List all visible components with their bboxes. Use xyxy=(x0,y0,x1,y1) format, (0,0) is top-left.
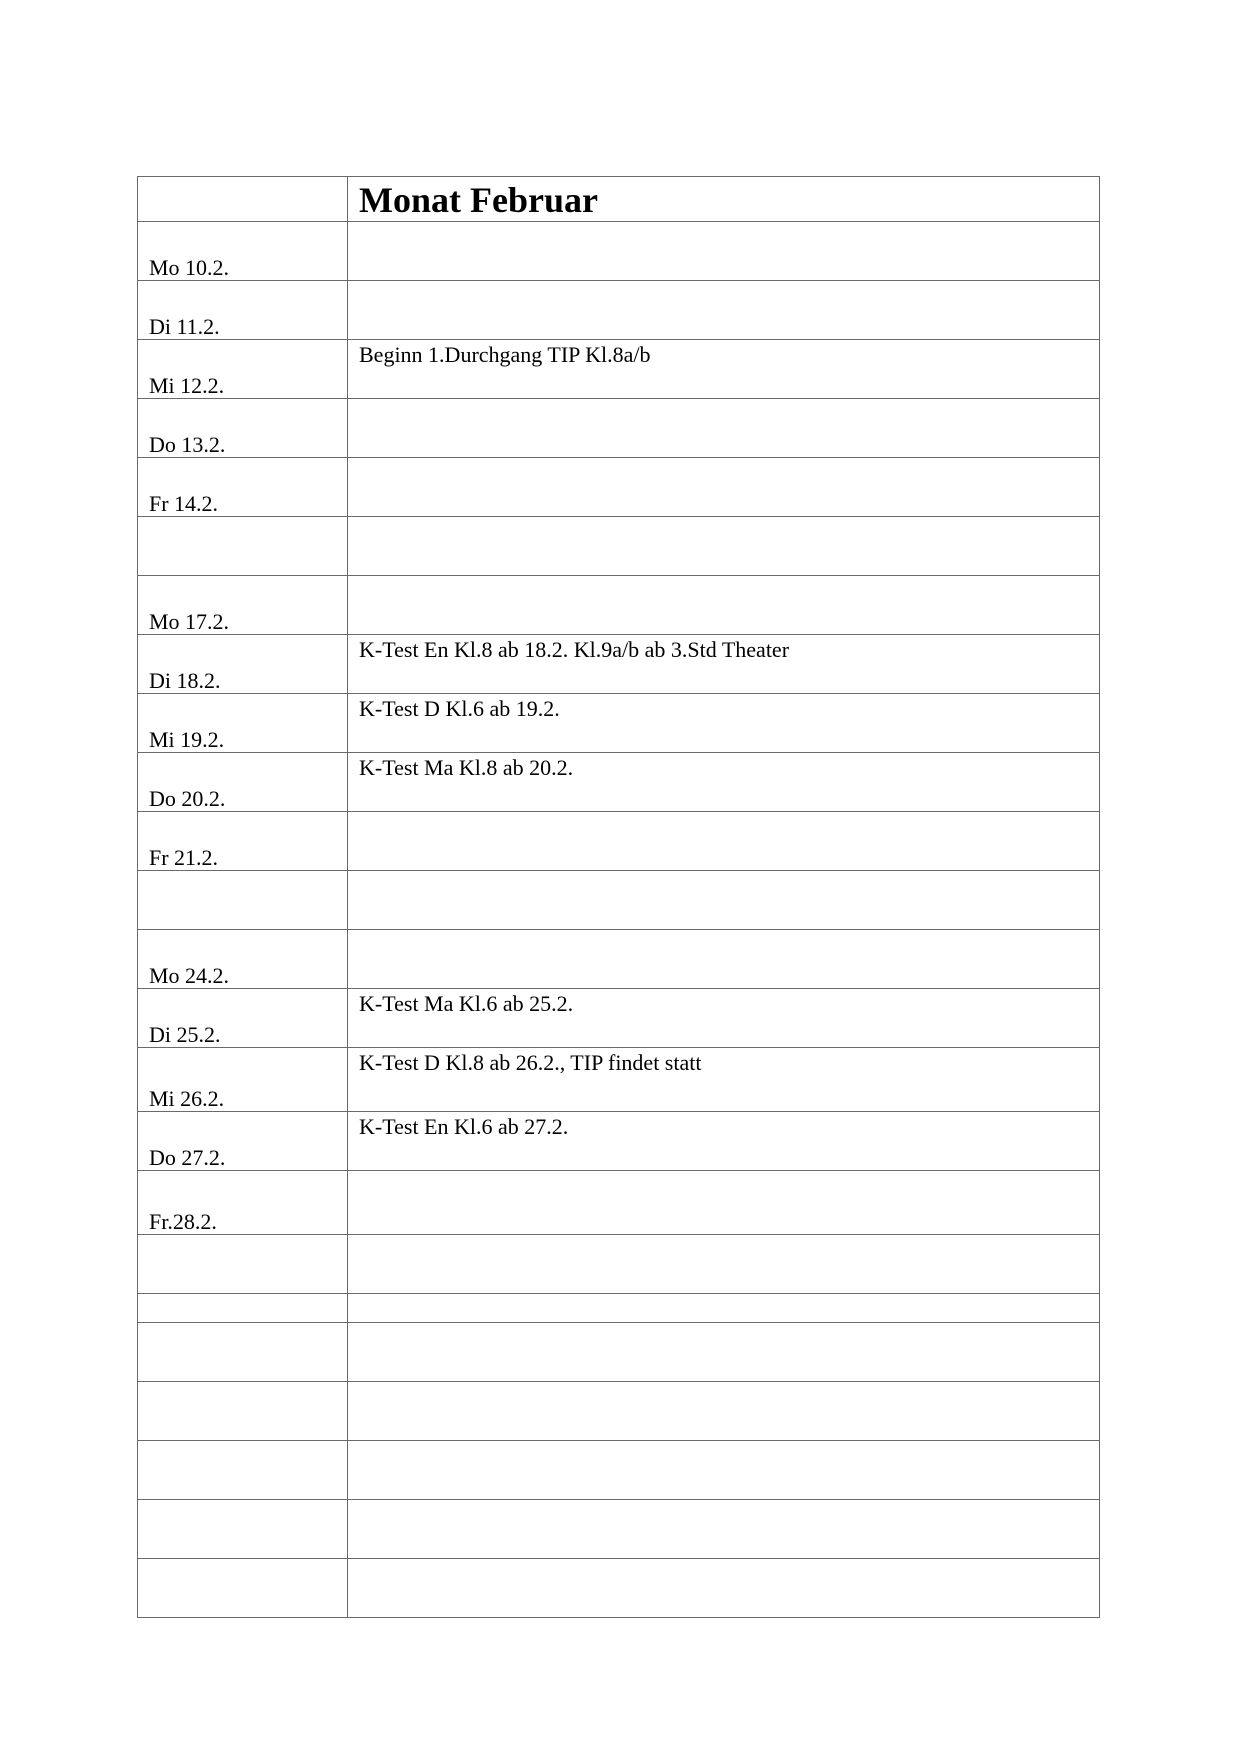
date-cell: Mi 19.2. xyxy=(138,694,348,753)
page-title: Monat Februar xyxy=(348,177,1100,222)
table-row xyxy=(138,1294,1100,1323)
date-cell: Mo 24.2. xyxy=(138,930,348,989)
date-cell xyxy=(138,517,348,576)
table-row xyxy=(138,517,1100,576)
table-row xyxy=(138,635,1100,694)
table-row xyxy=(138,1500,1100,1559)
note-cell: K-Test D Kl.8 ab 26.2., TIP findet statt xyxy=(348,1048,1100,1112)
header-row xyxy=(138,177,1100,222)
date-cell xyxy=(138,1500,348,1559)
date-cell: Mo 17.2. xyxy=(138,576,348,635)
note-cell xyxy=(348,1171,1100,1235)
note-cell xyxy=(348,871,1100,930)
table-row xyxy=(138,1441,1100,1500)
table-row xyxy=(138,753,1100,812)
table-row xyxy=(138,871,1100,930)
date-cell: Do 13.2. xyxy=(138,399,348,458)
date-cell: Fr 14.2. xyxy=(138,458,348,517)
table-row xyxy=(138,1048,1100,1112)
note-cell xyxy=(348,812,1100,871)
note-cell xyxy=(348,281,1100,340)
table-row xyxy=(138,1382,1100,1441)
table-row xyxy=(138,458,1100,517)
date-cell: Mo 10.2. xyxy=(138,222,348,281)
date-cell: Do 20.2. xyxy=(138,753,348,812)
note-cell: K-Test Ma Kl.6 ab 25.2. xyxy=(348,989,1100,1048)
note-cell xyxy=(348,399,1100,458)
date-cell xyxy=(138,1235,348,1294)
date-cell: Do 27.2. xyxy=(138,1112,348,1171)
note-cell: Beginn 1.Durchgang TIP Kl.8a/b xyxy=(348,340,1100,399)
schedule-table xyxy=(137,176,1100,1618)
table-row xyxy=(138,989,1100,1048)
date-cell: Di 18.2. xyxy=(138,635,348,694)
note-cell xyxy=(348,1294,1100,1323)
header-left-cell xyxy=(138,177,348,222)
date-cell: Fr.28.2. xyxy=(138,1171,348,1235)
table-row xyxy=(138,1171,1100,1235)
note-cell xyxy=(348,1441,1100,1500)
note-cell xyxy=(348,458,1100,517)
table-row xyxy=(138,1323,1100,1382)
date-cell xyxy=(138,1441,348,1500)
date-cell xyxy=(138,1323,348,1382)
note-cell xyxy=(348,1382,1100,1441)
table-row xyxy=(138,1112,1100,1171)
date-cell: Mi 26.2. xyxy=(138,1048,348,1112)
date-cell: Fr 21.2. xyxy=(138,812,348,871)
table-row xyxy=(138,222,1100,281)
table-row xyxy=(138,576,1100,635)
table-row xyxy=(138,281,1100,340)
note-cell xyxy=(348,1559,1100,1618)
note-cell: K-Test En Kl.6 ab 27.2. xyxy=(348,1112,1100,1171)
table-row xyxy=(138,399,1100,458)
date-cell xyxy=(138,1559,348,1618)
note-cell: K-Test Ma Kl.8 ab 20.2. xyxy=(348,753,1100,812)
table-row xyxy=(138,930,1100,989)
note-cell xyxy=(348,930,1100,989)
note-cell xyxy=(348,1323,1100,1382)
note-cell xyxy=(348,517,1100,576)
note-cell xyxy=(348,222,1100,281)
note-cell xyxy=(348,1500,1100,1559)
table-row xyxy=(138,1235,1100,1294)
table-row xyxy=(138,340,1100,399)
date-cell xyxy=(138,1382,348,1441)
note-cell xyxy=(348,1235,1100,1294)
date-cell xyxy=(138,871,348,930)
note-cell: K-Test D Kl.6 ab 19.2. xyxy=(348,694,1100,753)
date-cell: Di 11.2. xyxy=(138,281,348,340)
date-cell xyxy=(138,1294,348,1323)
table-row xyxy=(138,694,1100,753)
table-row xyxy=(138,812,1100,871)
note-cell: K-Test En Kl.8 ab 18.2. Kl.9a/b ab 3.Std Theater xyxy=(348,635,1100,694)
note-cell xyxy=(348,576,1100,635)
date-cell: Mi 12.2. xyxy=(138,340,348,399)
table-row xyxy=(138,1559,1100,1618)
date-cell: Di 25.2. xyxy=(138,989,348,1048)
